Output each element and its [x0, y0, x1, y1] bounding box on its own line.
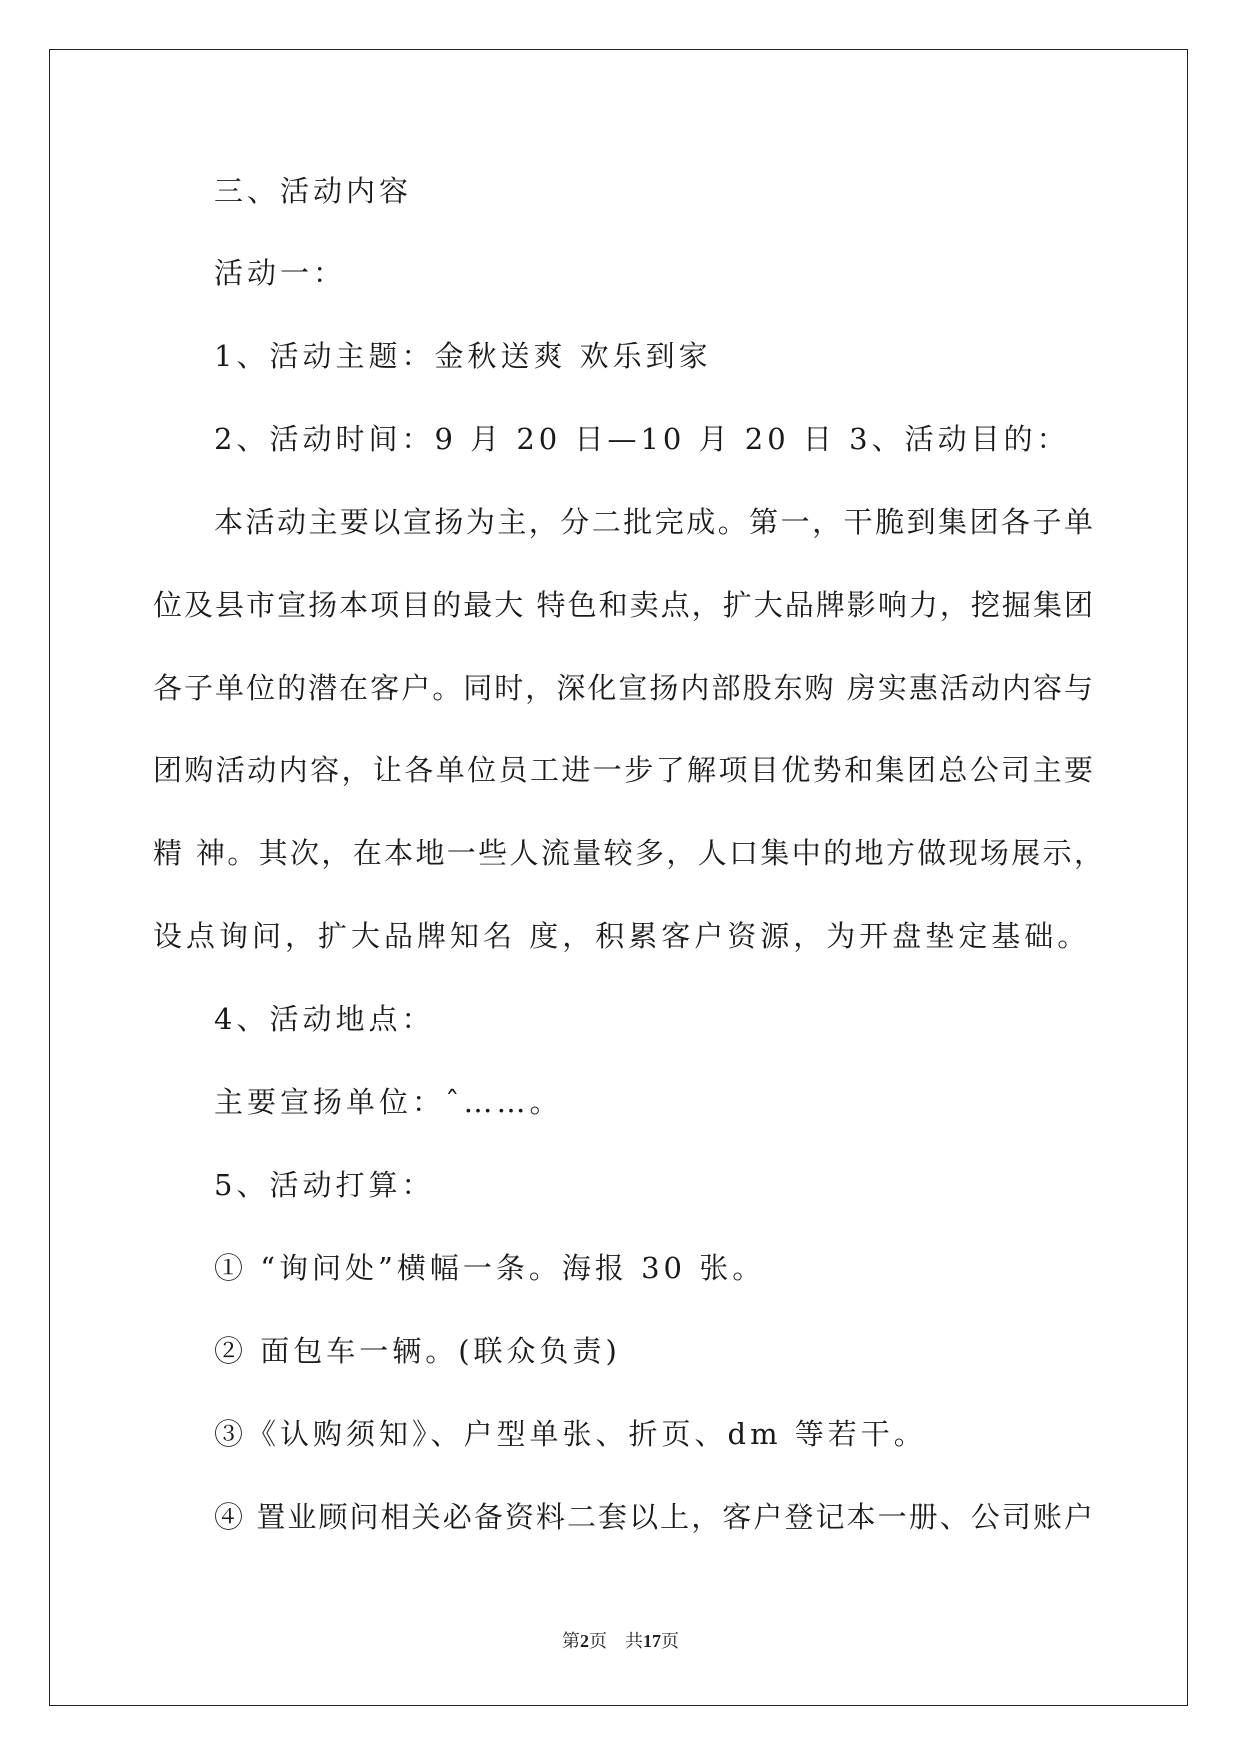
footer-page-prefix: 第: [562, 1631, 580, 1651]
plan-item: ③《认购须知》、户型单张、折页、dm 等若干。: [214, 1417, 927, 1451]
activity-location: 4、活动地点：: [214, 1002, 435, 1036]
plan-item: ② 面包车一辆。(联众负责): [214, 1334, 621, 1368]
footer-page-suffix: 页: [589, 1631, 607, 1651]
promo-units: 主要宣扬单位：ˆ……。: [214, 1085, 563, 1119]
section-heading: 三、活动内容: [214, 174, 413, 208]
paragraph-line: 精 神。其次，在本地一些人流量较多，人口集中的地方做现场展示，: [153, 836, 1103, 870]
footer-total-prefix: 共: [625, 1631, 643, 1651]
page-footer: [0, 1627, 1241, 1653]
paragraph-line: 本活动主要以宣扬为主，分二批完成。第一，干脆到集团各子单: [214, 505, 1093, 539]
activity-time: 2、活动时间：9 月 20 日—10 月 20 日 3、活动目的：: [214, 422, 1070, 456]
plan-item: ④ 置业顾问相关必备资料二套以上，客户登记本一册、公司账户: [214, 1500, 1093, 1534]
footer-page-number: 2: [580, 1631, 589, 1651]
plan-item: ① “询问处”横幅一条。海报 30 张。: [214, 1251, 766, 1285]
paragraph-line: 团购活动内容，让各单位员工进一步了解项目优势和集团总公司主要: [153, 753, 1093, 787]
activity-theme: 1、活动主题：金秋送爽 欢乐到家: [214, 339, 712, 373]
paragraph-line: 设点询问，扩大品牌知名 度，积累客户资源，为开盘垫定基础。: [153, 919, 1091, 953]
page-border: [49, 49, 1188, 1706]
footer-total-number: 17: [643, 1631, 661, 1651]
footer-total-suffix: 页: [661, 1631, 679, 1651]
activity-plan: 5、活动打算：: [214, 1168, 435, 1202]
activity-title: 活动一：: [214, 256, 347, 290]
paragraph-line: 各子单位的潜在客户。同时，深化宣扬内部股东购 房实惠活动内容与: [153, 671, 1093, 705]
paragraph-line: 位及县市宣扬本项目的最大 特色和卖点，扩大品牌影响力，挖掘集团: [153, 588, 1093, 622]
